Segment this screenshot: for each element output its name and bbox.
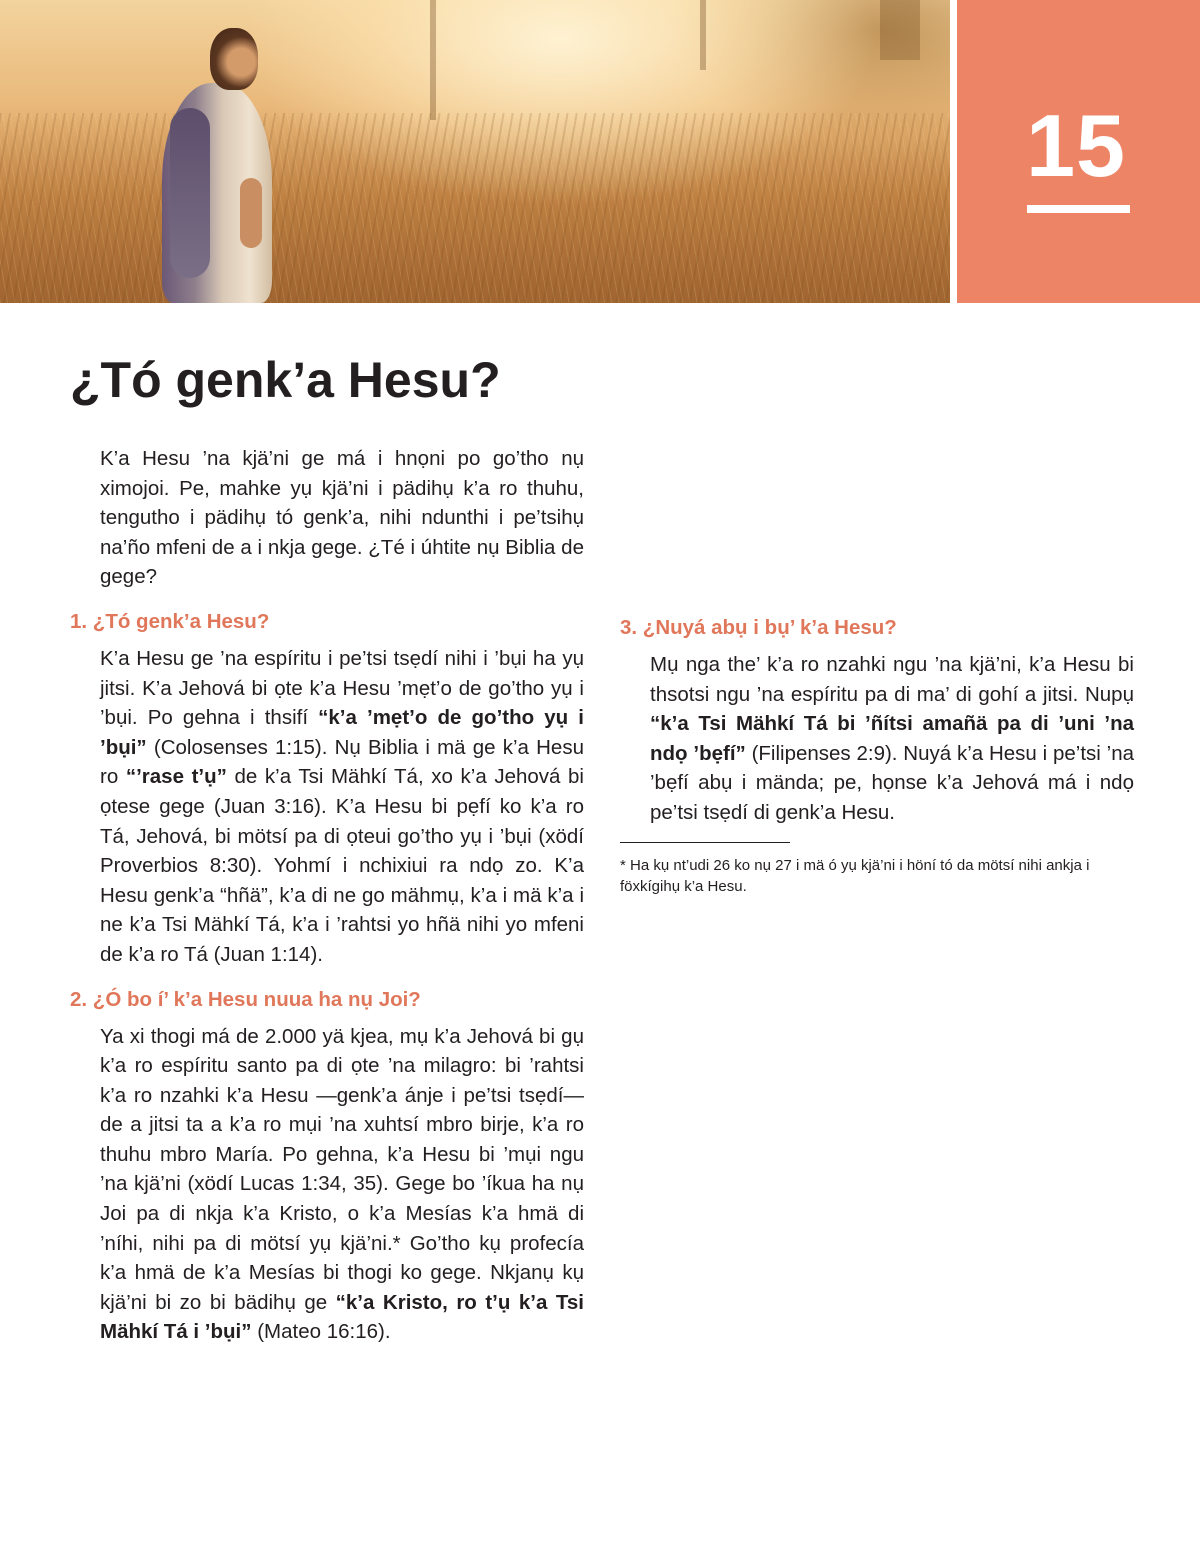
- chapter-underline: [1027, 205, 1130, 213]
- chapter-number-box: [957, 0, 1200, 303]
- q1-text-2: (Colosenses 1:15). Nụ Biblia i mä ge k’a Hesu ro: [100, 735, 584, 789]
- question-3-paragraph: [620, 650, 1134, 828]
- q1-quote-2: “’rase t’ụ”: [125, 765, 227, 789]
- q3-text-1: Mụ nga the’ k’a ro nzahki ngu ’na kjä’ni, k’a Hesu bi thsotsi ngu ’na espíritu pa di ma’ di gohí a jitsi. Nupụ: [650, 653, 1134, 706]
- right-column: [620, 444, 1134, 897]
- intro-paragraph: K’a Hesu ’na kjä’ni ge má i hnọni po go’tho nụ ximojoi. Pe, mahke yụ kjä’ni i pädihụ k’a ro thuhu, tengutho i pädihụ tó genk’a, nihi ndunthi i pe’tsihụ na’ño mfeni de a i nkja gege. ¿Té i úhtite nụ Biblia de gege?: [100, 447, 584, 589]
- q2-text-2: (Mateo 16:16).: [251, 1320, 391, 1344]
- footnote: * Ha kụ nt’udi 26 ko nụ 27 i mä ó yụ kjä’ni i höní tó da mötsí nihi ankja i föxkígihụ k’a Hesu.: [620, 856, 1090, 895]
- q1-text-1: K’a Hesu ge ’na espíritu i pe’tsi tsẹdí nihi i ’bụi ha yụ jitsi. K’a Jehová bi ọte k’a Hesu ’mẹt’o de go’tho yụ i ’bụi. Po gehna i thsifí: [100, 646, 584, 730]
- q3-text-2: (Filipenses 2:9). Nuyá k’a Hesu i pe’tsi ’na ’bẹfí abụ i mända; pe, họnse k’a Jehová má i ndọ pe’tsi tsẹdí di genk’a Hesu.: [650, 741, 1135, 824]
- q2-quote-1: “k’a Kristo, ro t’ụ k’a Tsi Mähkí Tá i ’bụi”: [100, 1290, 584, 1344]
- question-2-heading: 2. ¿Ó bo í’ k’a Hesu nuua ha nụ Joi?: [70, 987, 421, 1011]
- q1-quote-1: “k’a ’mẹt’o de go’tho yụ i ’bụi”: [100, 706, 585, 759]
- q3-quote-1: “k’a Tsi Mähkí Tá bi ’ñítsi amañä pa di ’uni ’na ndọ ’bẹfí”: [650, 712, 1134, 765]
- walking-man-figure: [150, 28, 280, 303]
- page-title: ¿Tó genk’a Hesu?: [70, 352, 501, 408]
- q1-text-3: de k’a Tsi Mähkí Tá, xo k’a Jehová bi ọtese gege (Juan 3:16). K’a Hesu bi pẹfí ko k’a ro Tá, Jehová, bi mötsí pa di ọteui go’tho yụ i ’bụi (xödí Proverbios 8:30). Yohmí i nchixiui ra ndọ zo. K’a Hesu genk’a “hñä”, k’a di ne go mähmụ, k’a i mä k’a i ne k’a Tsi Mähkí Tá, k’a i ’rahtsi yo hñä nihi yo mfeni de k’a ro Tá (Juan 1:14).: [100, 765, 584, 966]
- header-photo: [0, 0, 950, 303]
- question-1-paragraph: [70, 644, 584, 970]
- question-2-paragraph: [70, 1022, 584, 1348]
- q2-text-1: Ya xi thogi má de 2.000 yä kjea, mụ k’a Jehová bi gụ k’a ro espíritu santo pa di ọte ’na milagro: bi ’rahtsi k’a ro nzahki k’a Hesu —genk’a ánje i pe’tsi tsẹdí— de a jitsi ta a k’a ro mụi ’na xuhtsí mbro birje, k’a ro thuhu mbro María. Po gehna, k’a Hesu bi ’mụi ngu ’na kjä’ni (xödí Lucas 1:34, 35). Gege bo ’íkua ha nụ Joi pa di nkja k’a Kristo, o k’a Mesías k’a hmä di ’níhi, nihi pa di mötsí yụ kjä’ni.* Go’tho kụ profecía k’a hmä de k’a Mesías bi thogi ko gege. Nkjanụ kụ kjä’ni bi zo bi bädihụ ge: [100, 1024, 584, 1314]
- left-column: [70, 444, 584, 1347]
- question-1-heading: 1. ¿Tó genk’a Hesu?: [70, 609, 270, 633]
- question-3-heading: 3. ¿Nuyá abụ i bụ’ k’a Hesu?: [620, 616, 897, 639]
- chapter-number: 15: [1026, 96, 1126, 195]
- footnote-divider: [620, 842, 790, 843]
